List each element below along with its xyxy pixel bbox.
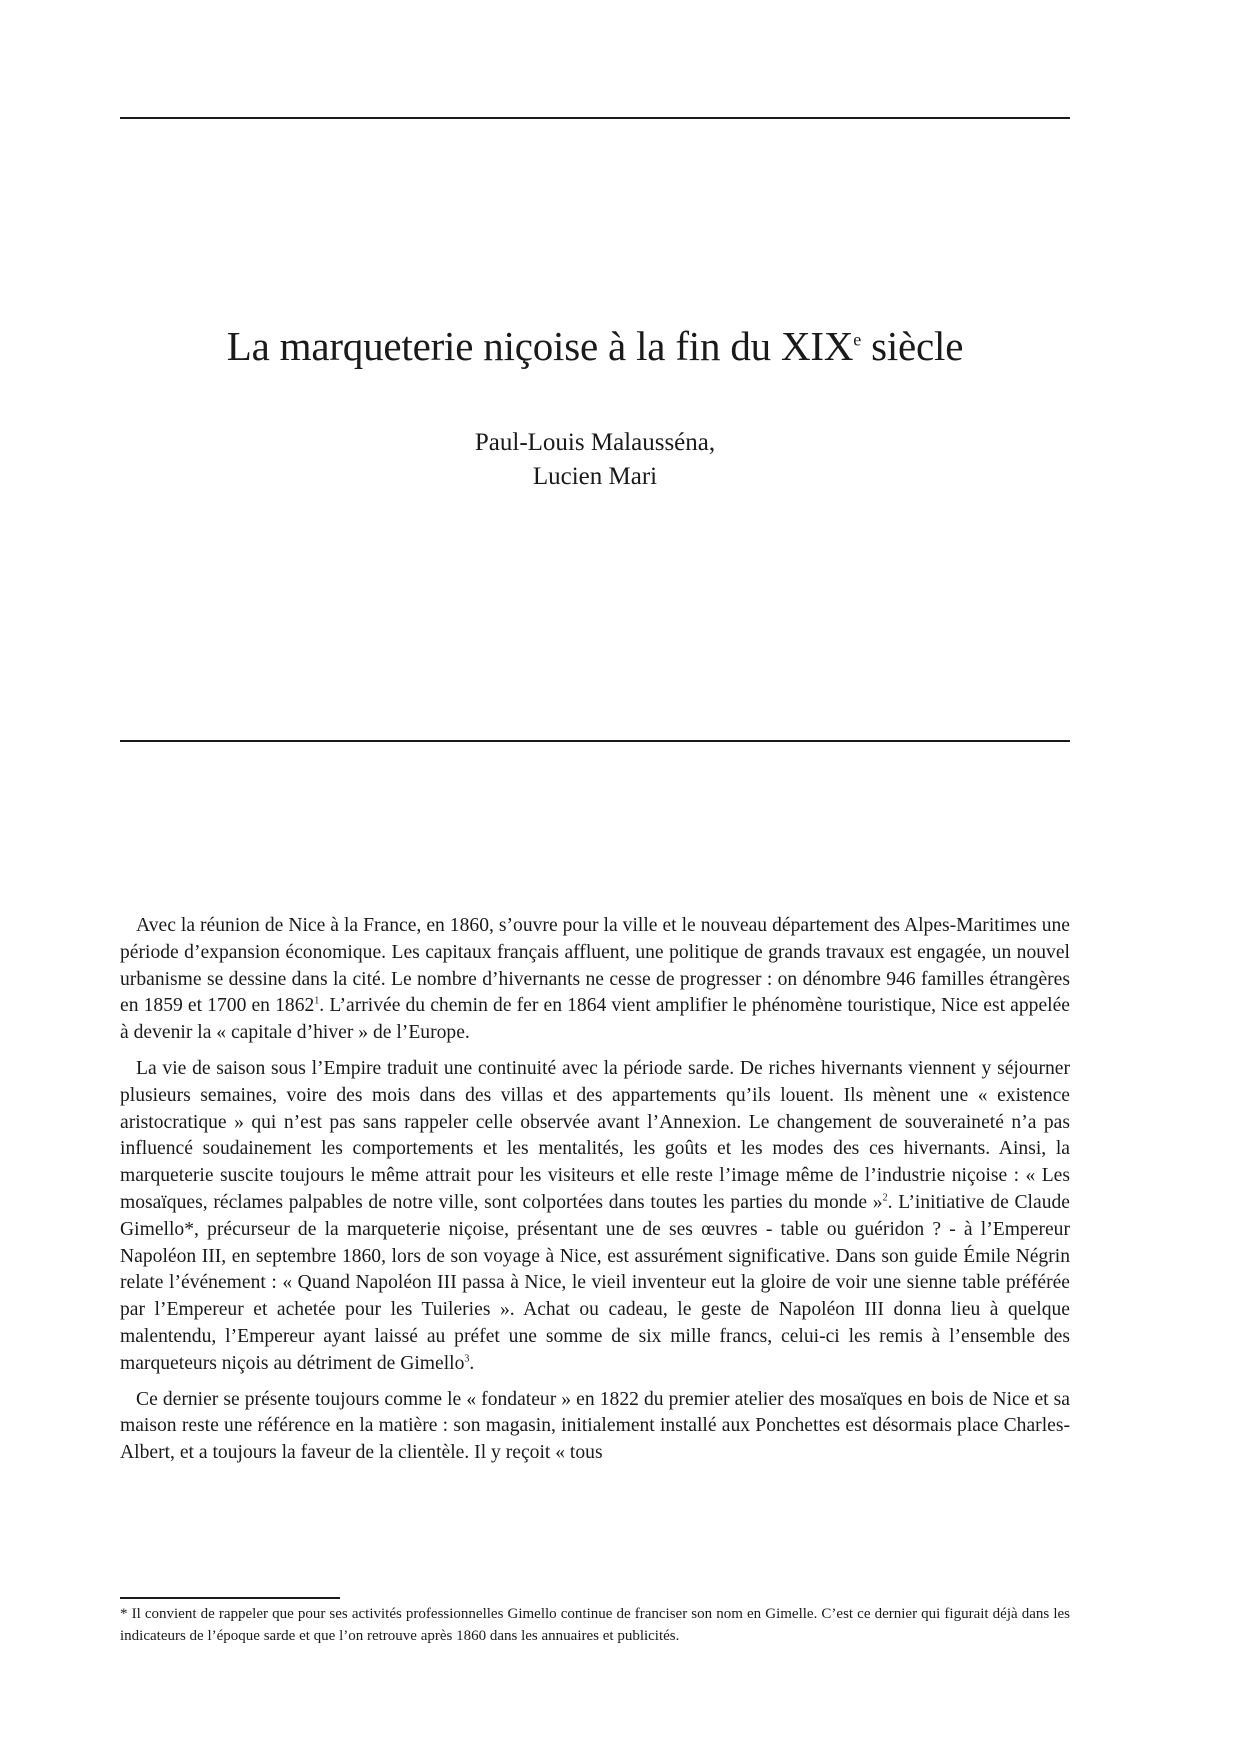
paragraph-text: . L’arrivée du chemin de fer en 1864 vient amplifier le phénomène touristique, Nice est appelée à devenir la « capitale d’hiver » de l’Europe. xyxy=(120,995,1070,1044)
paragraph xyxy=(120,1056,1070,1378)
top-rule xyxy=(120,117,1070,119)
title-text: La marqueterie niçoise à la fin du XIX xyxy=(226,323,854,369)
article-body xyxy=(120,913,1070,1476)
footnote-ref: 1 xyxy=(314,995,320,1007)
paragraph-text: . L’initiative de Claude Gimello*, précurseur de la marqueterie niçoise, présentant une de ses œuvres - table ou guéridon ? - à l’Empereur Napoléon III, en septembre 1860, lors de son voyage à Nice, est assurément significative. Dans son guide Émile Négrin relate l’événement : « Quand Napoléon III passa à Nice, le vieil inventeur eut la gloire de voir une sienne table préférée par l’Empereur et achetée pour les Tuileries ». Achat ou cadeau, le geste de Napoléon III donna lieu à quelque malentendu, l’Empereur ayant laissé au préfet une somme de six mille francs, celui-ci les remis à l’ensemble des marqueteurs niçois au détriment de Gimello xyxy=(120,1191,1070,1374)
article-title xyxy=(120,318,1070,374)
footnote-ref: 3 xyxy=(464,1353,470,1365)
paragraph-text: Avec la réunion de Nice à la France, en 1860, s’ouvre pour la ville et le nouveau département des Alpes-Maritimes une période d’expansion économique. Les capitaux français affluent, une politique de grands travaux est engagée, un nouvel urbanisme se dessine dans la cité. Le nombre d’hivernants ne cesse de progresser : on dénombre 946 familles étrangères en 1859 et 1700 en 1862 xyxy=(120,915,1070,1017)
author-list xyxy=(120,426,1070,494)
author-name: Paul-Louis Malausséna, xyxy=(474,429,716,456)
footnote: * Il convient de rappeler que pour ses activités professionnelles Gimello continue de franciser son nom en Gimelle. C’est ce dernier qui figurait déjà dans les indicateurs de l’époque sarde et que l’on retrouve après 1860 dans les annuaires et publicités. xyxy=(120,1606,1070,1644)
footnote-rule xyxy=(120,1597,340,1599)
footnote-ref: 2 xyxy=(882,1192,888,1204)
title-superscript: e xyxy=(853,329,862,350)
author-name: Lucien Mari xyxy=(532,463,658,490)
paragraph xyxy=(120,1387,1070,1467)
title-text-end: siècle xyxy=(861,323,964,369)
paragraph-text: . xyxy=(469,1352,475,1374)
paragraph-text: Ce dernier se présente toujours comme le « fondateur » en 1822 du premier atelier des mosaïques en bois de Nice et sa maison reste une référence en la matière : son magasin, initialement installé aux Ponchettes est désormais place Charles-Albert, et a toujours la faveur de la clientèle. Il y reçoit « tous xyxy=(120,1388,1070,1464)
paragraph-text: La vie de saison sous l’Empire traduit une continuité avec la période sarde. De riches hivernants viennent y séjourner plusieurs semaines, voire des mois dans des villas et des appartements qu’ils louent. Ils mènent une « existence aristocratique » qui n’est pas sans rappeler celle observée avant l’Annexion. Le changement de souveraineté n’a pas influencé soudainement les comportements et les mentalités, les goûts et les modes des ces hivernants. Ainsi, la marqueterie suscite toujours le même attrait pour les visiteurs et elle reste l’image même de l’industrie niçoise : « Les mosaïques, réclames palpables de notre ville, sont colportées dans toutes les parties du monde » xyxy=(120,1057,1070,1213)
section-rule xyxy=(120,740,1070,742)
paragraph xyxy=(120,913,1070,1047)
